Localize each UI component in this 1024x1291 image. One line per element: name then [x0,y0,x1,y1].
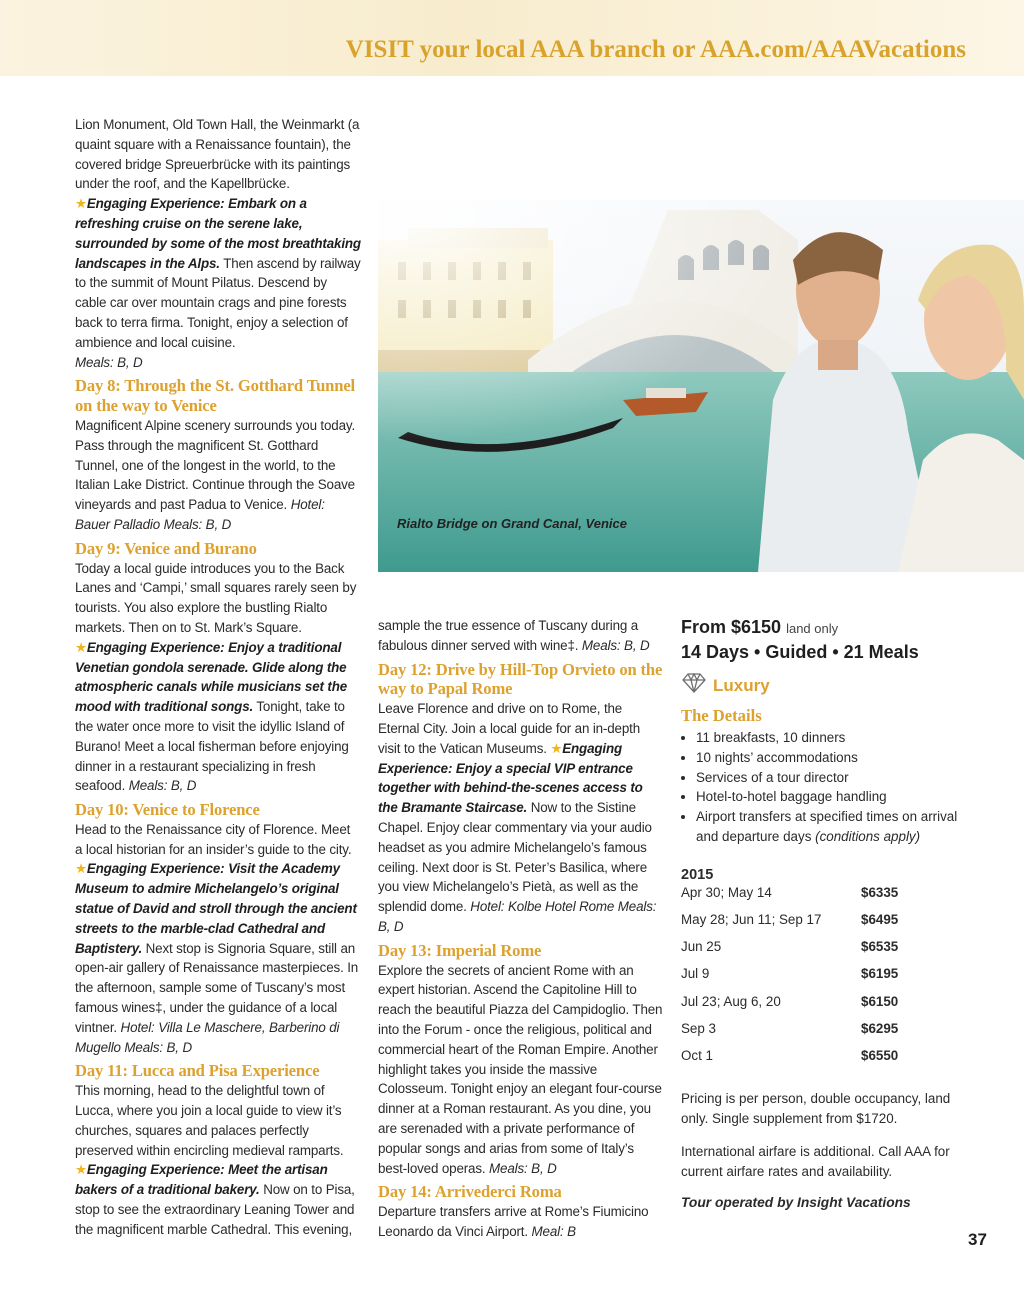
date-cell: Jun 25 [681,939,722,955]
day9-body [75,559,361,797]
list-item: • Services of a tour director [696,768,981,788]
day11-continued [378,616,663,656]
day8-text: Magnificent Alpine scenery surrounds you today. Pass through the magnificent St. Gotthard Tunnel, one of the longest in the world, to the Italian Lake District. Continue through the Soave vineyards and past Padua to Venice. [75,417,356,513]
date-cell: Jul 23; Aug 6, 20 [681,993,781,1009]
day13-text: Explore the secrets of ancient Rome with an expert historian. Ascend the Capitoline Hill to reach the beautiful Piazza del Campidoglio. Then into the Forum - once the religious, political and commercial heart of the Roman Empire. Another highlight takes you inside the massive Colosseum. Tonight enjoy an elegant four-course dinner at a Roman restaurant. As you dine, you are serenaded with a private performance of popular songs and arias from some of Italy’s best-loved operas. [378,962,663,1176]
tour-operator: Tour operated by Insight Vacations [681,1195,911,1211]
day10-hotel: Hotel: Villa Le Maschere, Barberino di Mugello Meals: B, D [75,1019,340,1055]
day8-hotel: Hotel: Bauer Palladio Meals: B, D [75,497,325,532]
day8-body [75,416,361,535]
meals: Meals: B, D [581,637,650,653]
luxury-tier [681,673,981,698]
day12-body [378,699,663,937]
list-item [696,807,981,847]
engaging-experience: Engaging Experience: Embark on a refreshing cruise on the serene lake, surrounded by some of the most breathtaking landscapes in the Alps. [75,196,361,271]
header-link-text[interactable]: VISIT your local AAA branch or AAA.com/AAAVacations [345,36,966,63]
price-cell: $6295 [861,1020,899,1036]
tier-label: Luxury [713,675,770,695]
date-cell: Oct 1 [681,1047,713,1063]
price-cell: $6495 [861,911,899,927]
engaging-experience: Engaging Experience: Enjoy a special VIP entrance together with behind-the-scenes access to the Bramante Staircase. [378,740,643,816]
day13-heading: Day 13: Imperial Rome [378,940,542,960]
meals: Meals: B, D [128,778,197,794]
price-cell: $6535 [861,939,899,955]
day11-cont-text: sample the true essence of Tuscany during a fabulous dinner served with wine‡. [378,618,639,653]
details-heading: The Details [681,706,762,725]
day11-text-after: Now on to Pisa, stop to see the extraordinary Leaning Tower and the magnificent marble Cathedral. This evening, [75,1182,355,1237]
day12-text-after: Now to the Sistine Chapel. Enjoy clear commentary via your audio headset as you admire Michelangelo’s famous ceiling. Next door is St. Peter’s Basilica, where you view Michelangelo’s Pietà, as well as the splendid dome. [378,800,652,915]
day7-continued [75,115,361,372]
star-icon: ★ [75,639,87,655]
day9-text: Today a local guide introduces you to the Back Lanes and ‘Campi,’ small squares rarely seen by tourists. You also explore the bustling Rialto markets. Then on to St. Mark’s Square. [75,560,357,635]
table-row [681,885,981,912]
day10-text-after: Next stop is Signoria Square, still an open-air gallery of Renaissance masterpieces. In the afternoon, sample some of Tuscany’s most famous wines‡, under the guidance of a local vintner. [75,940,359,1035]
from-price [681,617,981,638]
column-left [75,115,361,1240]
year-heading: 2015 [681,866,714,883]
table-row [681,994,981,1021]
day14-heading: Day 14: Arrivederci Roma [378,1182,562,1202]
meals: Meals: B, D [489,1160,557,1176]
day12-text: Leave Florence and drive on to Rome, the Eternal City. Join a local guide for an in-depth visit to the Vatican Museums. [378,701,641,756]
day7-text-after: Then ascend by railway to the summit of Mount Pilatus. Descend by cable car over mountain crags and pine forests back to terra firma. Tonight, enjoy a selection of ambience and local cuisine. [75,255,361,350]
list-item: • 10 nights’ accommodations [696,748,981,768]
day10-text: Head to the Renaissance city of Florence. Meet a local historian for an insider’s guide to the city. [75,821,352,857]
day9-heading: Day 9: Venice and Burano [75,538,257,558]
day10-heading: Day 10: Venice to Florence [75,800,260,820]
column-middle [378,616,663,1242]
airfare-note: International airfare is additional. Call AAA for current airfare rates and availability. [681,1144,950,1179]
price-cell: $6195 [861,966,899,982]
pricing-panel [681,617,981,1210]
day11-text: This morning, head to the delightful town of Lucca, where you join a local guide to view it’s churches, squares and palaces perfectly preserved within encircling medieval ramparts. [75,1083,344,1158]
star-icon: ★ [550,740,563,756]
tour-summary: 14 Days • Guided • 21 Meals [681,642,919,662]
header-band [0,0,1024,76]
day11-heading: Day 11: Lucca and Pisa Experience [75,1061,320,1081]
day14-body [378,1202,663,1242]
engaging-experience: Engaging Experience: Visit the Academy Museum to admire Michelangelo’s original statue of David and stroll through the ancient streets to the marble-clad Cathedral and Baptistery. [75,861,357,956]
meals: Meal: B [531,1223,576,1239]
page-number: 37 [968,1230,987,1249]
day7-text: Lion Monument, Old Town Hall, the Weinmarkt (a quaint square with a Renaissance fountain), the covered bridge Spreuerbrücke with its paintings under the roof, and the Kapellbrücke. [75,117,360,192]
table-row [681,1048,981,1075]
date-cell: Jul 9 [681,966,710,982]
day12-hotel: Hotel: Kolbe Hotel Rome Meals: B, D [378,899,657,934]
list-item: • Hotel-to-hotel baggage handling [696,787,981,807]
day11-body [75,1081,361,1239]
price-cell: $6550 [861,1047,899,1063]
meals: Meals: B, D [75,354,143,370]
day14-text: Departure transfers arrive at Rome’s Fiumicino Leonardo da Vinci Airport. [378,1204,649,1239]
table-row [681,966,981,993]
price-cell: $6335 [861,884,899,900]
details-list [681,728,981,847]
pricing-note: Pricing is per person, double occupancy, land only. Single supplement from $1720. [681,1091,951,1126]
engaging-experience: Engaging Experience: Meet the artisan bakers of a traditional bakery. [75,1162,328,1198]
day13-body [378,961,663,1179]
conditions-note: (conditions apply) [815,828,921,844]
star-icon: ★ [75,196,87,212]
engaging-experience: Engaging Experience: Enjoy a traditional Venetian gondola serenade. Glide along the atmospheric canals while musicians set the mood with traditional songs. [75,639,348,715]
date-cell: May 28; Jun 11; Sep 17 [681,911,822,927]
date-cell: Sep 3 [681,1020,716,1036]
star-icon: ★ [75,1162,87,1178]
from-price-suffix: land only [786,621,839,636]
from-price-value: From $6150 [681,617,782,637]
date-cell: Apr 30; May 14 [681,884,772,900]
day10-body [75,820,361,1058]
star-icon: ★ [75,861,87,877]
day9-text-after: Tonight, take to the water once more to visit the idyllic Island of Burano! Meet a local fisherman before enjoying dinner in a restaurant specializing in fresh seafood. [75,699,349,794]
table-row [681,912,981,939]
price-cell: $6150 [861,993,899,1009]
list-item: • 11 breakfasts, 10 dinners [696,728,981,748]
list-item-text: Airport transfers at specified times on arrival and departure days [696,809,958,844]
day8-heading: Day 8: Through the St. Gotthard Tunnel on the way to Venice [75,376,356,416]
departure-dates-table [681,885,981,1075]
photo-caption: Rialto Bridge on Grand Canal, Venice [397,516,627,531]
table-row [681,1021,981,1048]
diamond-icon [681,673,707,698]
day12-heading: Day 12: Drive by Hill-Top Orvieto on the way to Papal Rome [378,659,663,699]
table-row [681,939,981,966]
